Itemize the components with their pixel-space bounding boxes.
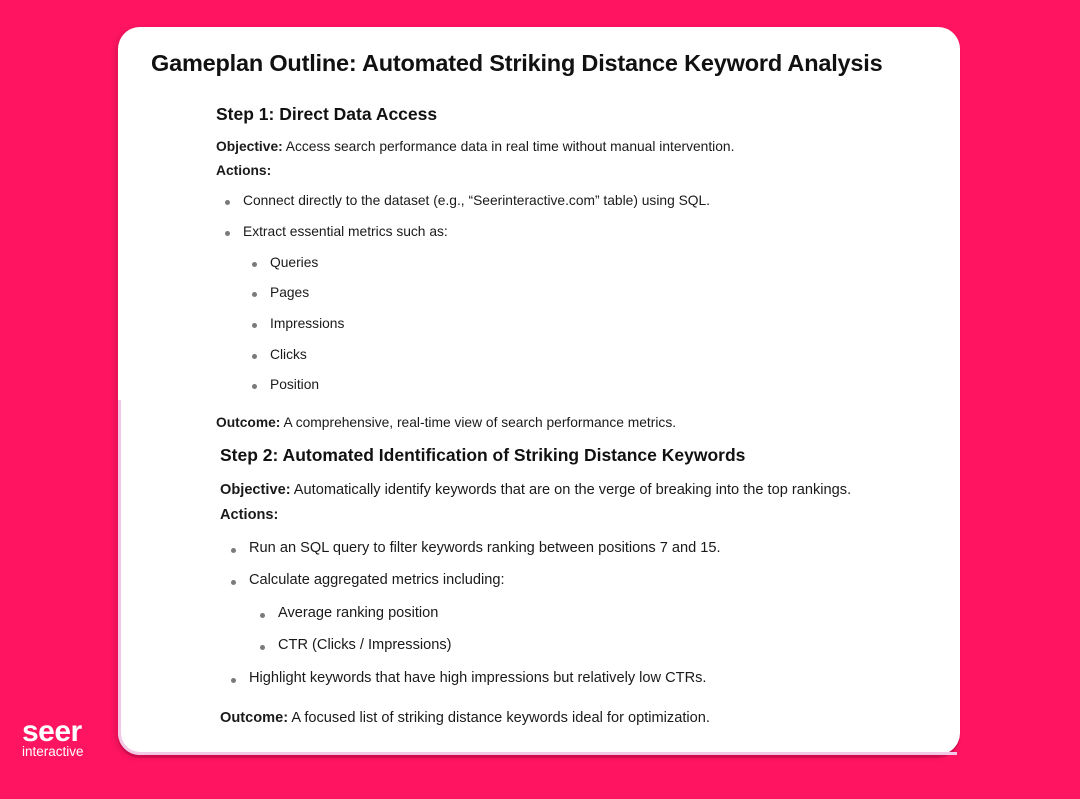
- step2-objective-text: Automatically identify keywords that are on the verge of breaking into the top rankings.: [290, 482, 852, 498]
- step2-outcome: [220, 710, 710, 726]
- bullet-icon: [252, 354, 257, 359]
- step2-action-3: Highlight keywords that have high impressions but relatively low CTRs.: [249, 670, 707, 686]
- logo-brand: seer: [22, 715, 82, 748]
- bullet-icon: [225, 200, 230, 205]
- step1-metric-queries: Queries: [270, 255, 319, 270]
- step2-objective: [220, 482, 851, 498]
- seer-interactive-logo: [22, 715, 84, 759]
- step1-objective-text: Access search performance data in real time without manual intervention.: [282, 139, 735, 154]
- step2-objective-label: Objective:: [220, 482, 291, 498]
- step1-outcome-label: Outcome:: [216, 415, 281, 430]
- bullet-icon: [252, 262, 257, 267]
- step1-action-1: Connect directly to the dataset (e.g., “Seerinteractive.com” table) using SQL.: [243, 193, 711, 208]
- step2-outcome-text: A focused list of striking distance keywords ideal for optimization.: [288, 710, 710, 726]
- bullet-icon: [252, 323, 257, 328]
- bullet-icon: [225, 231, 230, 236]
- bullet-icon: [260, 645, 265, 650]
- step2-action-2: Calculate aggregated metrics including:: [249, 572, 505, 588]
- step1-metric-impressions: Impressions: [270, 316, 345, 331]
- bullet-icon: [231, 678, 236, 683]
- step2-outcome-label: Outcome:: [220, 710, 289, 726]
- step1-heading: Step 1: Direct Data Access: [216, 104, 438, 124]
- step2-metric-avg-position: Average ranking position: [278, 605, 439, 621]
- bullet-icon: [231, 548, 236, 553]
- bullet-icon: [260, 613, 265, 618]
- step1-objective: [216, 139, 734, 154]
- step1-actions-label: Actions:: [216, 163, 272, 178]
- bullet-icon: [252, 292, 257, 297]
- content-card: [118, 27, 960, 755]
- bullet-icon: [252, 384, 257, 389]
- logo-subtitle: interactive: [22, 744, 84, 759]
- step2-action-1: Run an SQL query to filter keywords ranking between positions 7 and 15.: [249, 540, 721, 556]
- page-title: Gameplan Outline: Automated Striking Distance Keyword Analysis: [151, 50, 883, 76]
- step1-metric-position: Position: [270, 377, 320, 392]
- step1-metric-clicks: Clicks: [270, 347, 307, 362]
- step1-outcome-text: A comprehensive, real-time view of search performance metrics.: [280, 415, 677, 430]
- step1-action-2: Extract essential metrics such as:: [243, 224, 448, 239]
- bullet-icon: [231, 580, 236, 585]
- step2-heading: Step 2: Automated Identification of Striking Distance Keywords: [220, 445, 746, 465]
- step1-metric-pages: Pages: [270, 285, 310, 300]
- step1-outcome: [216, 415, 676, 430]
- step2-actions-label: Actions:: [220, 507, 279, 523]
- step1-objective-label: Objective:: [216, 139, 283, 154]
- step2-metric-ctr: CTR (Clicks / Impressions): [278, 637, 452, 653]
